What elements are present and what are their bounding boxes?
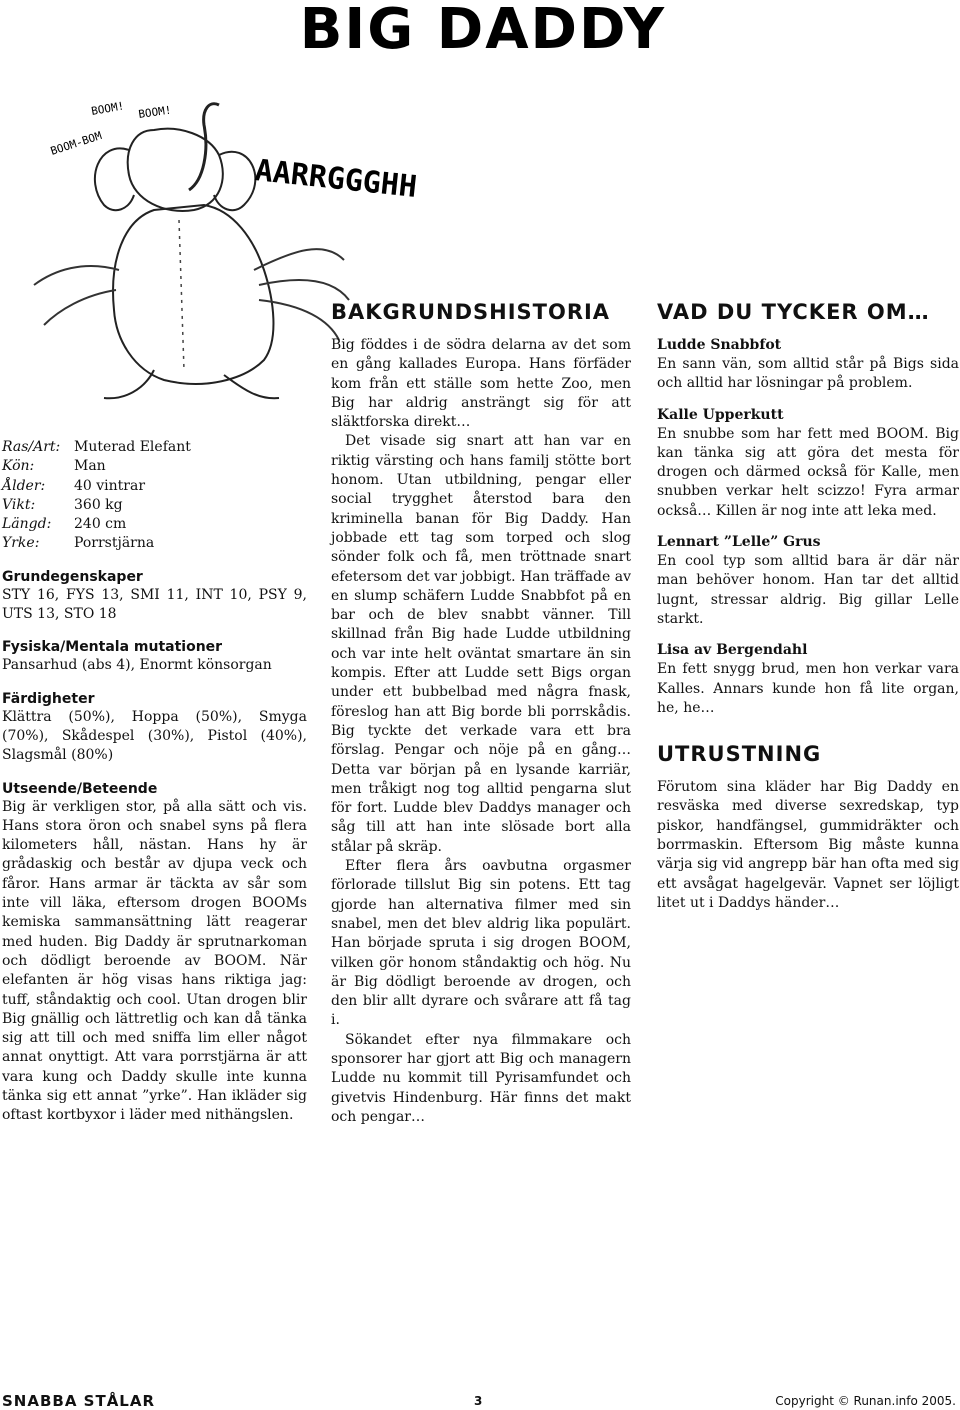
mutationer-heading: Fysiska/Mentala mutationer <box>2 639 223 656</box>
sfx-roar: AARRGGGHH <box>253 153 419 205</box>
bakgrund-paragraph: Sökandet efter nya filmmakare och sponsorer har gjort att Big och managern Ludde nu kommit till Pyrisamfundet och givetvis Hindenburg. Här finns det makt och pengar… <box>331 1031 631 1125</box>
friend-text: En cool typ som alltid bara är där när man behöver honom. Han tar det alltid lugnt, stressar aldrig. Big gillar Lelle starkt. <box>657 553 959 627</box>
utseende-heading: Utseende/Beteende <box>2 780 158 797</box>
middle-column <box>331 300 631 1127</box>
mutationer-section <box>2 638 307 675</box>
friend-name: Lisa av Bergendahl <box>657 642 808 659</box>
bakgrund-paragraph: Det visade sig snart att han var en riktig värsting och hans familj stötte bort honom. Utan utbildning, pengar eller social trygghet återstod bara den kriminella banan för Big Daddy. Han jobbade ett tag som torped och slog sönder folk och få, men tröttnade snart efetersom det var jobbigt. Han träffade av en slump schäfern Ludde Snabbfot på en bar och de blev snabbt vänner. Till skillnad från Big hade Ludde utbildning och var inte helt oväntat smartare än sin kompis. Efter att Ludde sett Bigs organ under ett bubbelbad med några fnask, föreslog han att Big borde bli porrskådis. Big tyckte det verkade vara ett bra förslag. Pengar och nöje på en gång… Detta var början på en lysande karriär, men tråkigt nog tog alltid pengarna slut för fort. Ludde blev Daddys manager och såg till att han inte slösade bort alla stålar på skräp. <box>331 433 632 855</box>
sfx-boom-bom: BOOM-BOM <box>48 129 104 158</box>
friend-entry <box>657 406 959 521</box>
stats-table <box>2 438 307 554</box>
utseende-text: Big är verkligen stor, på alla sätt och vis. Hans stora öron och snabel syns på flera kilometers håll, nästan. Hans hy är grådaskig och består av djupa veck och fåror. Hans armar är täckta av sår som inte vill läka, eftersom drogen BOOMs kemiska sammansättning lätt reagerar med huden. Big Daddy är sprutnarkoman och dödligt beroende av BOOM. När elefanten är hög visas hans riktiga jag: tuff, ståndaktig och cool. Utan drogen blir Big gnällig och lättretlig och kan då tänka sig att till och med sniffa lim eller något annat onyttigt. Att vara porrstjärna är att vara kung och Daddy skulle inte kunna tänka sig ett annat ”yrke”. Han ikläder sig oftast kortbyxor i läder med nithängslen. <box>2 798 307 1124</box>
fardigheter-heading: Färdigheter <box>2 690 95 707</box>
grundegenskaper-text: STY 16, FYS 13, SMI 11, INT 10, PSY 9, UTS 13, STO 18 <box>2 586 307 623</box>
utseende-section <box>2 780 307 1126</box>
bakgrund-paragraph: Big föddes i de södra delarna av det som en gång kallades Europa. Hans förfäder kom från ett ställe som hette Zoo, men Big har aldrig ansträngt sig för att släktforska direkt… <box>331 337 631 431</box>
grundegenskaper-section <box>2 568 307 625</box>
sfx-boom-2: BOOM! <box>137 103 173 121</box>
bakgrund-paragraph: Efter flera års oavbutna orgasmer förlorade tillslut Big sin potens. Ett tag gjorde han alternativa filmer med sin snabel, men det blev aldrig lika populärt. Han började spruta i sig drogen BOOM, vilken gör honom ståndaktig och hög. Nu är Big dödligt beroende av drogen, och den blir allt dyrare och svårare att få tag i. <box>331 858 631 1029</box>
grundegenskaper-heading: Grundegenskaper <box>2 568 143 585</box>
friend-name: Kalle Upperkutt <box>657 406 784 423</box>
fardigheter-section <box>2 690 307 766</box>
stat-row: Vikt: 360 kg <box>2 496 123 513</box>
right-column <box>657 300 959 913</box>
utrustning-text: Förutom sina kläder har Big Daddy en resväska med diverse sexredskap, typ piskor, handfängsel, gummidräkter och borrmaskin. Eftersom Big måste kunna värja sig vid angrepp bär han ofta med sig ett avsågat hagelgevär. Vapnet ser löjligt litet ut i Daddys händer… <box>657 779 959 911</box>
friend-name: Ludde Snabbfot <box>657 337 782 353</box>
mutationer-text: Pansarhud (abs 4), Enormt könsorgan <box>2 657 272 674</box>
stat-row: Yrke: Porrstjärna <box>2 535 155 552</box>
utrustning-heading: UTRUSTNING <box>657 742 822 767</box>
page-title: BIG DADDY <box>299 0 666 62</box>
friend-text: En sann vän, som alltid står på Bigs sida och alltid har lösningar på problem. <box>657 356 959 392</box>
friend-text: En snubbe som har fett med BOOM. Big kan tänka sig att göra det mesta för drogen och därmed också för Kalle, men snubben verkar helt scizzo! Fyra armar också… Killen är nog inte att leka med. <box>657 425 959 519</box>
friend-text: En fett snygg brud, men hon verkar vara Kalles. Annars kunde hon få lite organ, he, he… <box>657 661 959 716</box>
page-number: 3 <box>474 1394 483 1408</box>
fardigheter-text: Klättra (50%), Hoppa (50%), Smyga (70%), Skådespel (30%), Pistol (40%), Slagsmål (80%) <box>2 708 307 764</box>
footer-copyright: Copyright © Runan.info 2005. <box>775 1394 956 1408</box>
sfx-boom-1: BOOM! <box>90 99 126 118</box>
footer-publication: SNABBA STÅLAR <box>2 1392 156 1410</box>
stat-row: Ras/Art: Muterad Elefant <box>2 439 191 455</box>
tycker-heading: VAD DU TYCKER OM… <box>657 300 930 324</box>
friend-entry <box>657 533 959 629</box>
stat-row: Kön: Man <box>2 458 106 475</box>
stat-row: Längd: 240 cm <box>2 516 127 533</box>
bakgrund-heading: BAKGRUNDSHISTORIA <box>331 300 611 324</box>
stat-row: Ålder: 40 vintrar <box>2 477 146 494</box>
friend-entry <box>657 336 959 394</box>
left-column <box>2 438 307 1140</box>
friend-entry <box>657 641 959 718</box>
friend-name: Lennart ”Lelle” Grus <box>657 534 821 551</box>
